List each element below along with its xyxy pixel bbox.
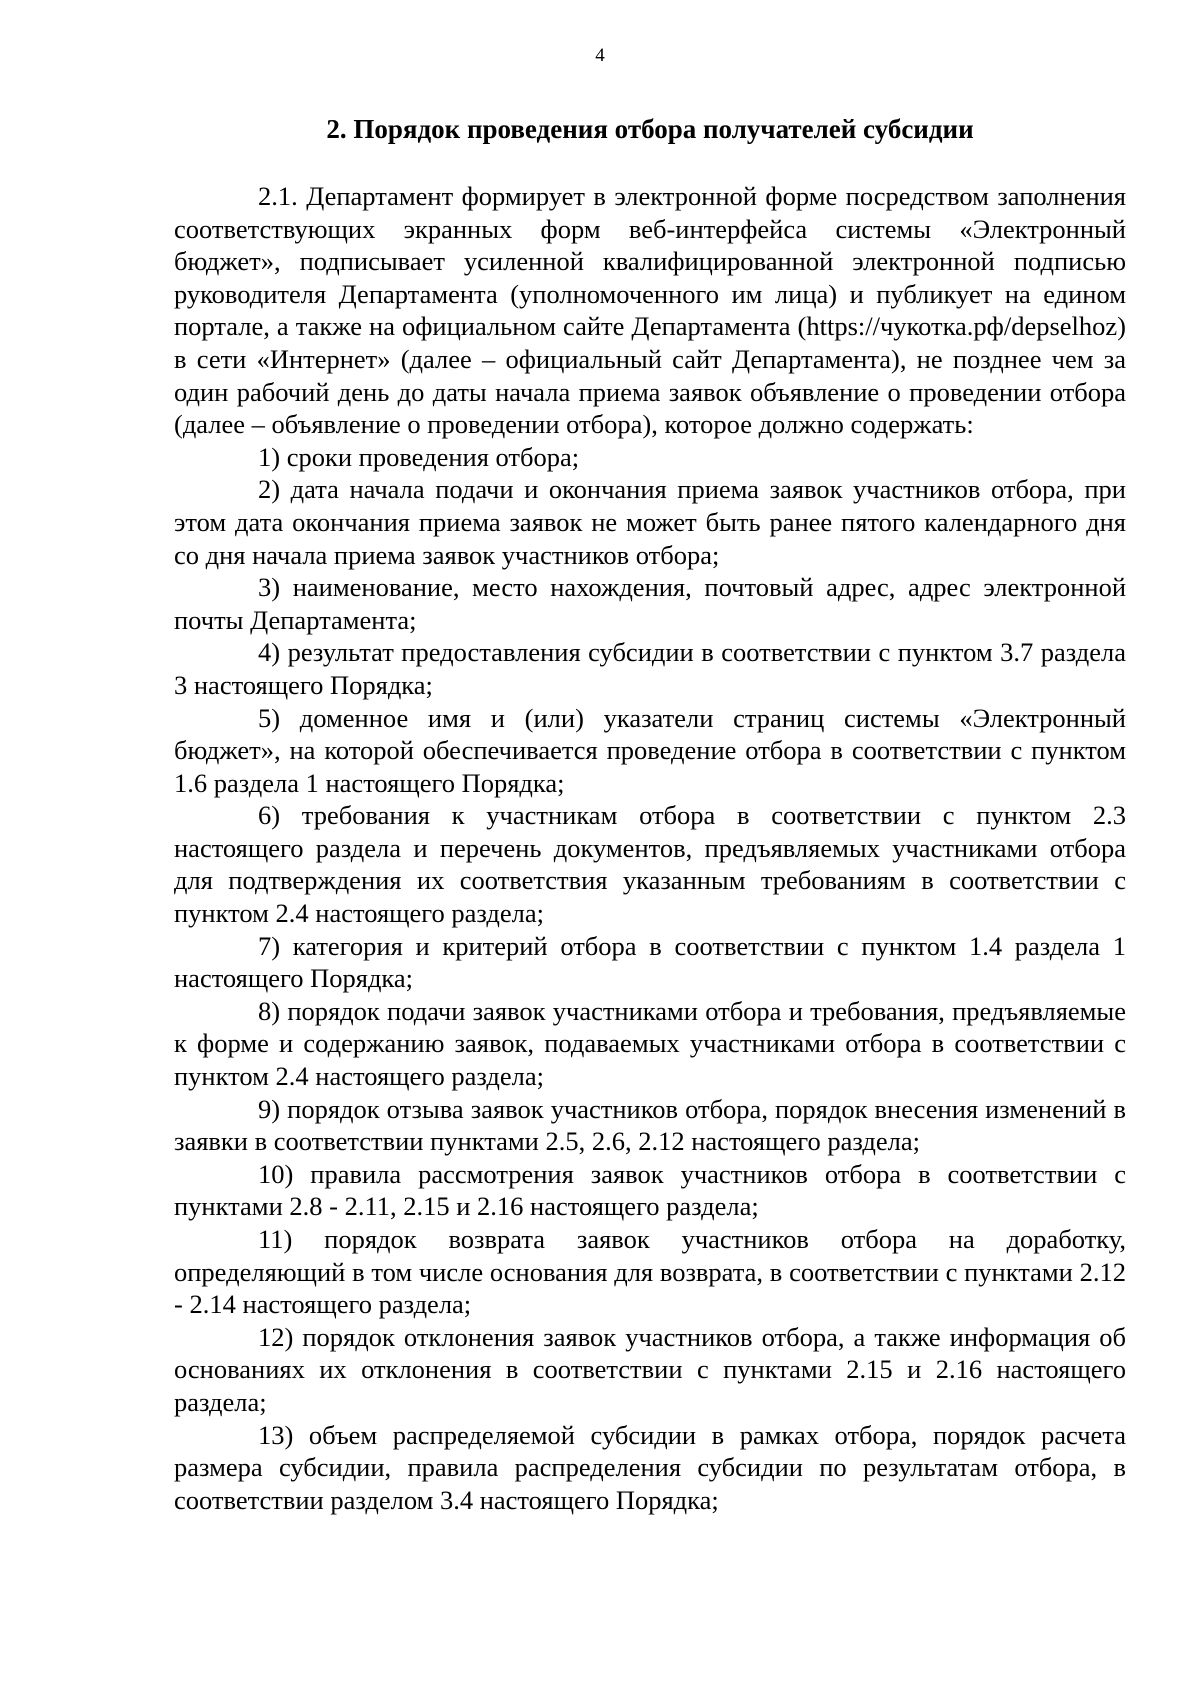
body-text bbox=[174, 180, 1126, 1516]
list-item-13: 13) объем распределяемой субсидии в рамках отбора, порядок расчета размера субсидии, правила распределения субсидии по результатам отбора, в соответствии разделом 3.4 настоящего Порядка; bbox=[174, 1419, 1126, 1515]
section-title: 2. Порядок проведения отбора получателей субсидии bbox=[326, 114, 974, 144]
list-item-1: 1) сроки проведения отбора; bbox=[258, 441, 580, 472]
list-item-3: 3) наименование, место нахождения, почтовый адрес, адрес электронной почты Департамента; bbox=[174, 572, 1126, 635]
list-item-4: 4) результат предоставления субсидии в соответствии с пунктом 3.7 раздела 3 настоящего Порядка; bbox=[174, 637, 1126, 700]
list-item-12: 12) порядок отклонения заявок участников отбора, а также информация об основаниях их отклонения в соответствии с пунктами 2.15 и 2.16 настоящего раздела; bbox=[174, 1321, 1126, 1417]
list-item-8: 8) порядок подачи заявок участниками отбора и требования, предъявляемые к форме и содержанию заявок, подаваемых участниками отбора в соответствии с пунктом 2.4 настоящего раздела; bbox=[174, 995, 1126, 1092]
paragraph-2-1: 2.1. Департамент формирует в электронной форме посредством заполнения соответствующих экранных форм веб-интерфейса системы «Электронный бюджет», подписывает усиленной квалифицированной электронной подписью руководителя Департамента (уполномоченного им лица) и публикует на едином портале, а также на официальном сайте Департамента (https://чукотка.рф/depselhoz) в сети «Интернет» (далее – официальный сайт Департамента), не позднее чем за один рабочий день до даты начала приема заявок объявление о проведении отбора (далее – объявление о проведении отбора), которое должно содержать: bbox=[174, 181, 1126, 440]
list-item-11: 11) порядок возврата заявок участников отбора на доработку, определяющий в том числе основания для возврата, в соответствии с пунктами 2.12 - 2.14 настоящего раздела; bbox=[174, 1224, 1126, 1320]
list-item-9: 9) порядок отзыва заявок участников отбора, порядок внесения изменений в заявки в соответствии пунктами 2.5, 2.6, 2.12 настоящего раздела; bbox=[174, 1093, 1126, 1157]
list-item-7: 7) категория и критерий отбора в соответствии с пунктом 1.4 раздела 1 настоящего Порядка; bbox=[174, 930, 1126, 994]
page-number: 4 bbox=[595, 45, 605, 66]
list-item-10: 10) правила рассмотрения заявок участников отбора в соответствии с пунктами 2.8 - 2.11, 2.15 и 2.16 настоящего раздела; bbox=[174, 1158, 1126, 1222]
list-item-5: 5) доменное имя и (или) указатели страниц системы «Электронный бюджет», на которой обеспечивается проведение отбора в соответствии с пунктом 1.6 раздела 1 настоящего Порядка; bbox=[174, 702, 1126, 798]
list-item-6: 6) требования к участникам отбора в соответствии с пунктом 2.3 настоящего раздела и перечень документов, предъявляемых участниками отбора для подтверждения их соответствия указанным требованиям в соответствии с пунктом 2.4 настоящего раздела; bbox=[174, 800, 1126, 929]
list-item-2: 2) дата начала подачи и окончания приема заявок участников отбора, при этом дата окончания приема заявок не может быть ранее пятого календарного дня со дня начала приема заявок участников отбора; bbox=[174, 474, 1126, 570]
